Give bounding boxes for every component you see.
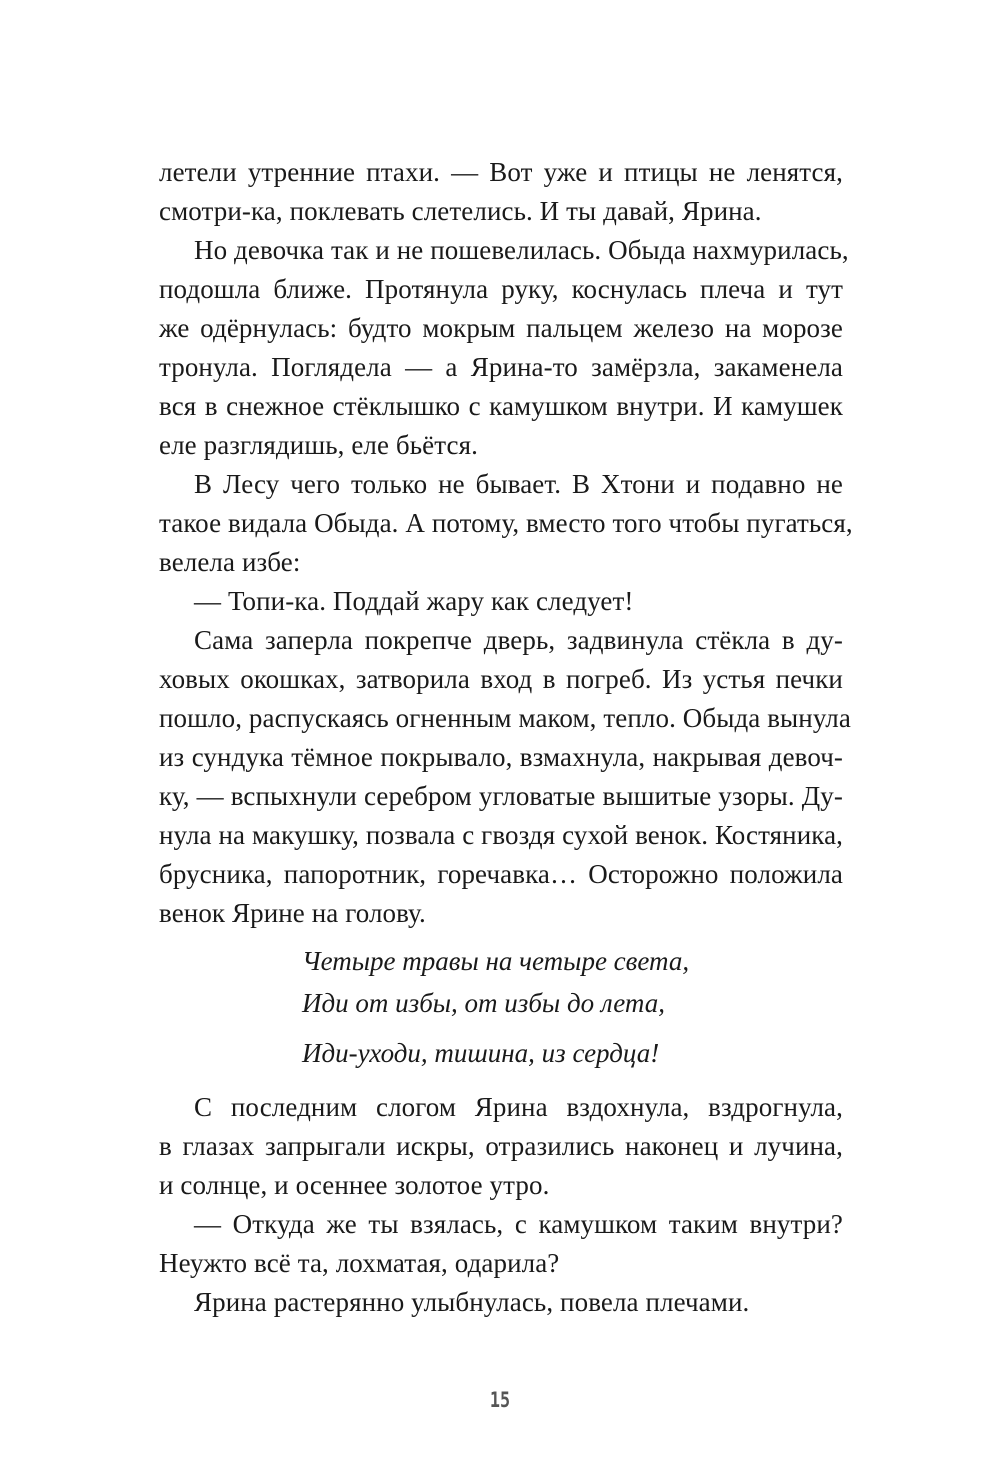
body-text-line: — Откуда же ты взялась, с камушком таким внутри? [194,1209,843,1239]
verse-line: Иди-уходи, тишина, из сердца! [302,1038,660,1068]
verse-line: Иди от избы, от избы до лета, [302,988,666,1018]
body-text-line: еле разглядишь, еле бьётся. [159,430,478,460]
body-text-line: С последним слогом Ярина вздохнула, вздрогнула, [194,1092,843,1122]
body-text-line: Сама заперла покрепче дверь, задвинула стёкла в ду- [194,625,843,655]
body-text-line: велела избе: [159,547,301,577]
body-text-line: вся в снежное стёклышко с камушком внутри. И камушек [159,391,843,421]
body-text-line: в глазах запрыгали искры, отразились наконец и лучина, [159,1131,843,1161]
body-text-line: Неужто всё та, лохматая, одарила? [159,1248,560,1278]
body-text-line: венок Ярине на голову. [159,898,426,928]
body-text-line: такое видала Обыда. А потому, вместо того чтобы пугаться, [159,508,853,538]
body-text-line: Ярина растерянно улыбнулась, повела плечами. [194,1287,750,1317]
verse-line: Четыре травы на четыре света, [302,946,690,976]
body-text-line: ку, — вспыхнули серебром угловатые вышитые узоры. Ду- [159,781,843,811]
body-text-line: Но девочка так и не пошевелилась. Обыда нахмурилась, [194,235,849,265]
body-text-line: и солнце, и осеннее золотое утро. [159,1170,550,1200]
body-text-line: подошла ближе. Протянула руку, коснулась плеча и тут [159,274,843,304]
body-text-line: нула на макушку, позвала с гвоздя сухой венок. Костяника, [159,820,843,850]
body-text-line: летели утренние птахи. — Вот уже и птицы не ленятся, [159,157,843,187]
body-text-line: ховых окошках, затворила вход в погреб. Из устья печки [159,664,843,694]
page-number: 15 [489,1388,511,1412]
body-text-line: из сундука тёмное покрывало, взмахнула, накрывая девоч- [159,742,843,772]
body-text-line: В Лесу чего только не бывает. В Хтони и подавно не [194,469,843,499]
body-text-line: пошло, распускаясь огненным маком, тепло. Обыда вынула [159,703,851,733]
body-text-line: тронула. Поглядела — а Ярина-то замёрзла, закаменела [159,352,843,382]
body-text-line: же одёрнулась: будто мокрым пальцем железо на морозе [159,313,843,343]
body-text-line: смотри-ка, поклевать слетелись. И ты давай, Ярина. [159,196,762,226]
body-text-line: брусника, папоротник, горечавка… Осторожно положила [159,859,843,889]
body-text-line: — Топи-ка. Поддай жару как следует! [194,586,634,616]
